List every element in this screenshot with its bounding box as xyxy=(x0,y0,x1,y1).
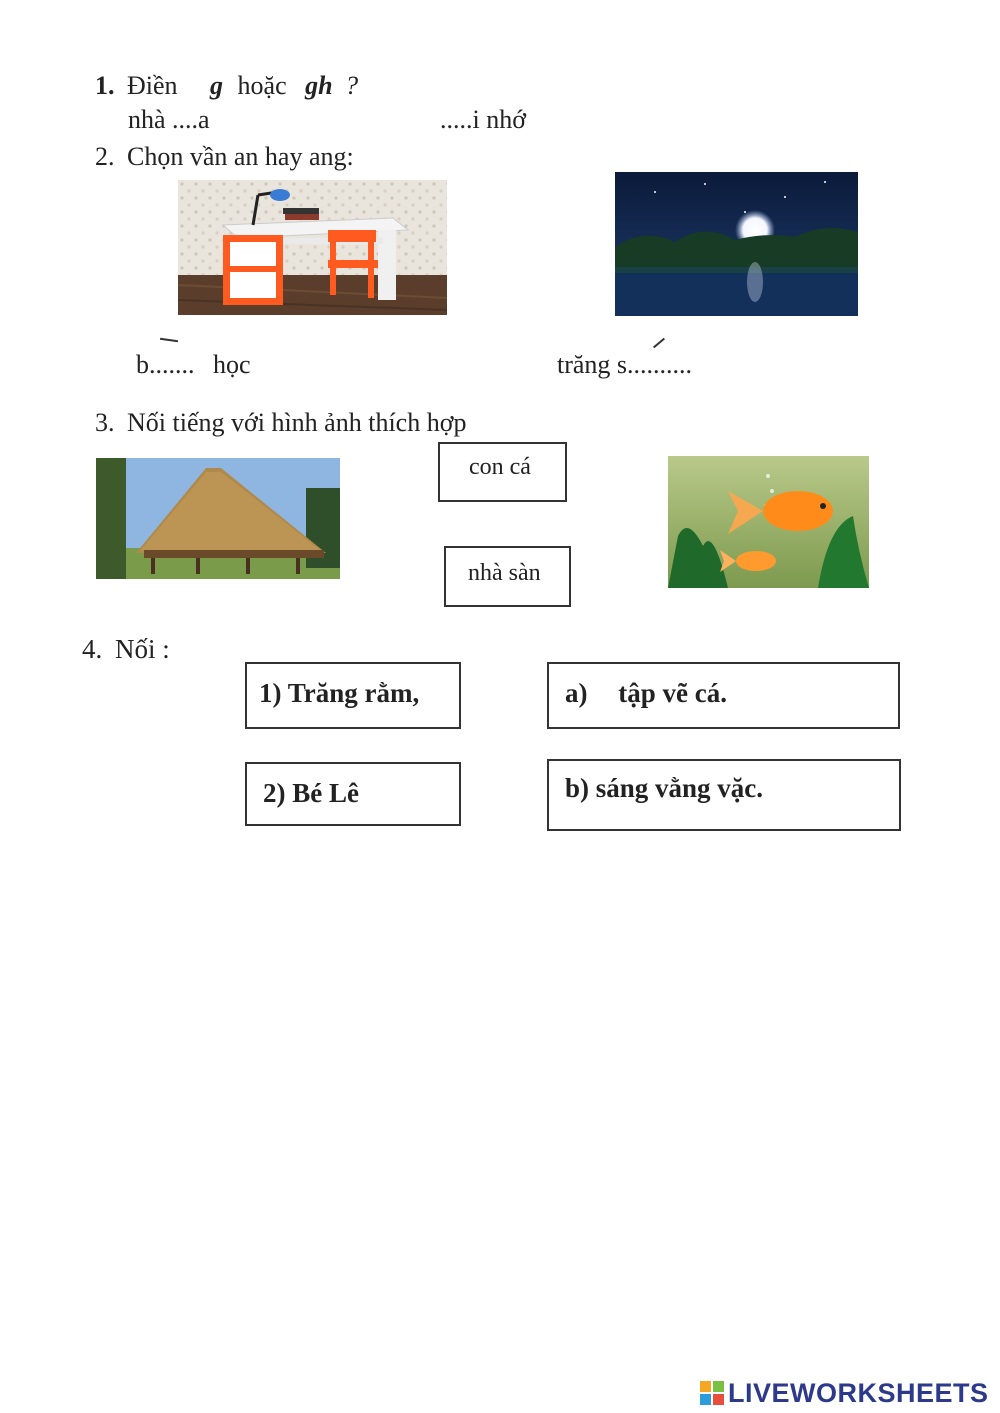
q3-number: 3. xyxy=(95,408,115,437)
q3-text: Nối tiếng với hình ảnh thích hợp xyxy=(127,408,467,437)
q2-word-1-blank: b....... xyxy=(136,350,195,379)
q1-lead: Điền xyxy=(127,71,178,100)
q2-word-1-second: học xyxy=(213,350,251,379)
match-left-2-label: 2) Bé Lê xyxy=(263,778,359,808)
match-right-a-text: tập vẽ cá. xyxy=(618,678,727,708)
liveworksheets-logo-text: LIVEWORKSHEETS xyxy=(728,1377,989,1408)
stilt-house-image xyxy=(96,458,340,579)
match-right-a[interactable] xyxy=(547,662,900,729)
q1-item-2: .....i nhớ xyxy=(440,105,526,134)
q1-option-g: g xyxy=(210,71,224,100)
q1-question xyxy=(95,73,358,99)
q2-question xyxy=(95,144,354,170)
match-left-2[interactable] xyxy=(245,762,461,826)
q3-question xyxy=(95,410,466,436)
tone-mark-2 xyxy=(653,338,665,349)
tone-mark-1 xyxy=(160,338,178,342)
match-right-b[interactable] xyxy=(547,759,901,831)
q4-question xyxy=(82,636,170,663)
match-box-con-ca-label: con cá xyxy=(469,454,531,480)
match-box-nha-san[interactable] xyxy=(444,546,571,607)
q1-option-gh: gh xyxy=(305,71,333,100)
q1-number: 1. xyxy=(95,71,115,100)
match-left-1-label: 1) Trăng rằm, xyxy=(259,678,420,708)
q2-text: Chọn vần an hay ang: xyxy=(127,142,354,171)
goldfish-image xyxy=(668,456,869,588)
desk-image xyxy=(178,180,447,315)
match-box-con-ca[interactable] xyxy=(438,442,567,502)
moon-night-image xyxy=(615,172,858,316)
match-right-b-label: b) sáng vằng vặc. xyxy=(565,773,764,803)
match-box-nha-san-label: nhà sàn xyxy=(468,560,541,586)
q2-word-2: trăng s.......... xyxy=(557,350,693,379)
match-left-1[interactable] xyxy=(245,662,461,729)
q2-word-1 xyxy=(136,352,251,378)
match-right-a-letter: a) xyxy=(565,678,588,708)
q2-number: 2. xyxy=(95,142,115,171)
liveworksheets-logo xyxy=(700,1378,989,1408)
q4-text: Nối : xyxy=(115,634,170,664)
q1-question-mark: ? xyxy=(345,71,359,100)
q4-number: 4. xyxy=(82,634,103,664)
q1-item-1: nhà ....a xyxy=(128,105,210,134)
q1-connector: hoặc xyxy=(237,71,287,100)
liveworksheets-logo-icon xyxy=(700,1381,724,1405)
